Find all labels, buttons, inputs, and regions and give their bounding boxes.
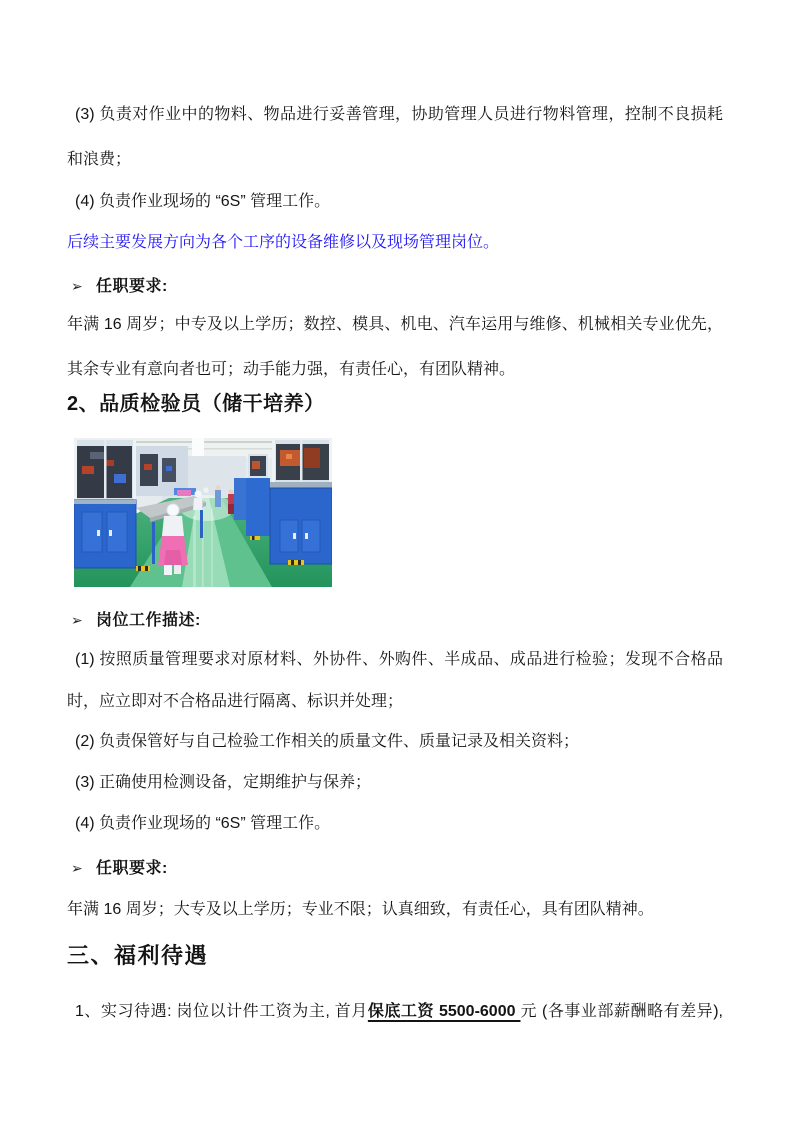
career-development-note: 后续主要发展方向为各个工序的设备维修以及现场管理岗位。	[67, 234, 500, 251]
requirements-label: 任职要求:	[96, 278, 168, 295]
requirements-1-line-2: 其余专业有意向者也可；动手能力强，有责任心，有团队精神。	[67, 361, 516, 378]
requirements-1-line-1: 年满 16 周岁；中专及以上学历；数控、模具、机电、汽车运用与维修、机械相关专业优先，	[67, 316, 723, 333]
welfare-item-1-suffix: 元 (各事业部薪酬略有差异),	[520, 1003, 723, 1020]
requirements-label: 任职要求:	[96, 860, 168, 877]
job-title-quality-inspector: 2、品质检验员（储干培养）	[67, 393, 325, 415]
arrow-bullet-icon: ➢	[71, 278, 83, 294]
requirements-heading-2	[67, 856, 723, 881]
description-item-3: (3) 正确使用检测设备，定期维护与保养；	[75, 774, 372, 791]
description-item-1-line-2: 时，应立即对不合格品进行隔离、标识并处理；	[67, 693, 404, 710]
duty-item-3-line-1: (3) 负责对作业中的物料、物品进行妥善管理，协助管理人员进行物料管理，控制不良损耗	[75, 106, 723, 123]
duty-item-3-line-2: 和浪费；	[67, 151, 132, 168]
description-item-2: (2) 负责保管好与自己检验工作相关的质量文件、质量记录及相关资料；	[75, 733, 580, 750]
section-heading-welfare: 三、福利待遇	[67, 943, 209, 968]
job-description-heading	[67, 608, 723, 633]
job-description-label: 岗位工作描述:	[96, 612, 201, 629]
welfare-item-1-prefix: 1、实习待遇: 岗位以计件工资为主, 首月	[75, 1003, 368, 1020]
arrow-bullet-icon: ➢	[71, 612, 83, 628]
arrow-bullet-icon: ➢	[71, 860, 83, 876]
factory-floor-image	[74, 438, 332, 587]
welfare-item-1	[67, 1000, 723, 1024]
description-item-4: (4) 负责作业现场的 “6S” 管理工作。	[75, 815, 331, 832]
description-item-1-line-1: (1) 按照质量管理要求对原材料、外协件、外购件、半成品、成品进行检验；发现不合格品	[75, 651, 723, 668]
requirements-heading-1	[67, 274, 723, 299]
guaranteed-salary-highlight: 保底工资 5500-6000	[367, 1003, 521, 1020]
requirements-2-line: 年满 16 周岁；大专及以上学历；专业不限；认真细致，有责任心，具有团队精神。	[67, 901, 654, 918]
duty-item-4: (4) 负责作业现场的 “6S” 管理工作。	[75, 193, 331, 210]
